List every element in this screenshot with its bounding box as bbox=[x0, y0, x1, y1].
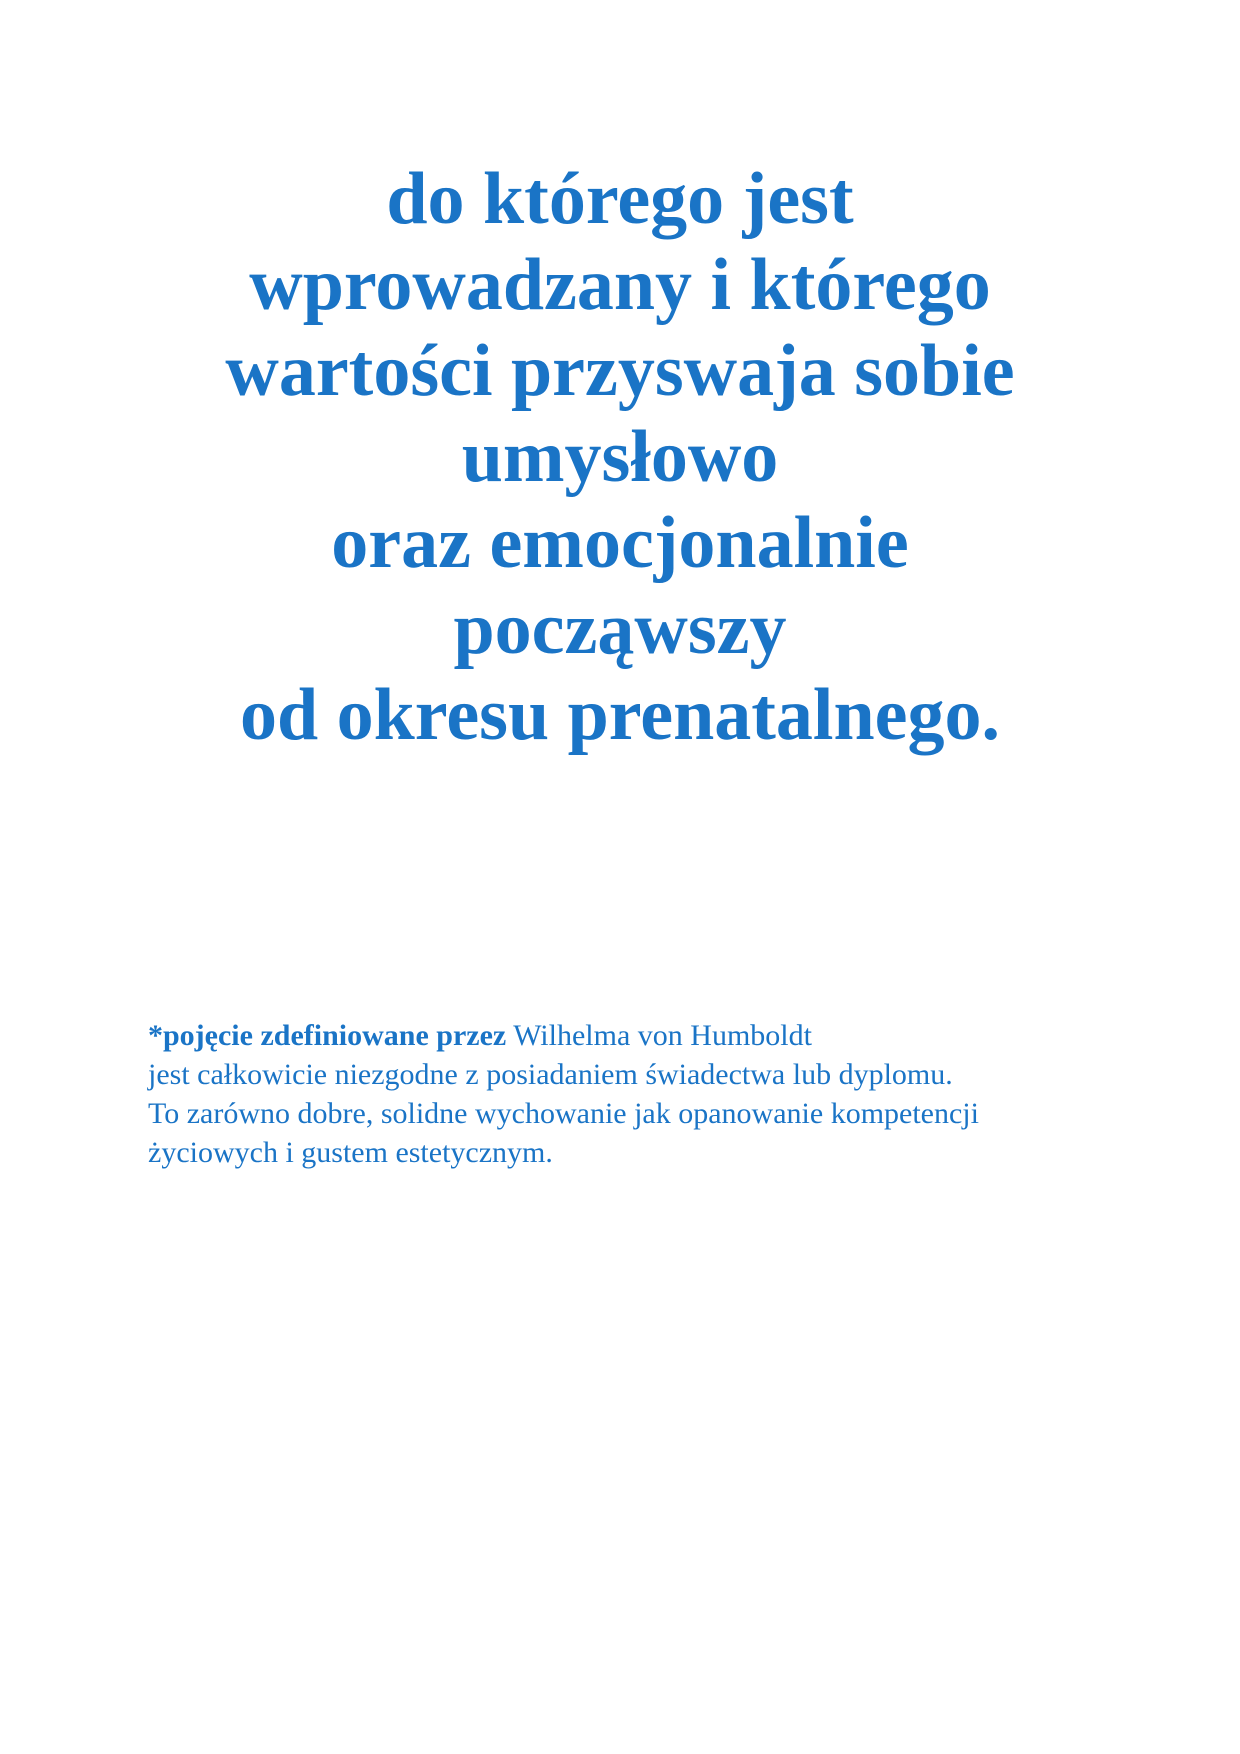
main-heading bbox=[120, 156, 1120, 758]
footnote bbox=[148, 1016, 1108, 1172]
heading-line-6: począwszy bbox=[453, 588, 787, 670]
footnote-term: *pojęcie zdefiniowane przez bbox=[148, 1019, 507, 1052]
footnote-line-4: życiowych i gustem estetycznym. bbox=[148, 1136, 553, 1169]
footnote-author: Wilhelma von Humboldt bbox=[506, 1019, 812, 1052]
heading-line-5: oraz emocjonalnie bbox=[331, 502, 909, 584]
footnote-line-1 bbox=[148, 1016, 1108, 1055]
heading-line-2: wprowadzany i którego bbox=[249, 244, 991, 326]
heading-line-7: od okresu prenatalnego. bbox=[240, 674, 1000, 756]
heading-line-1: do którego jest bbox=[386, 158, 854, 240]
footnote-line-3: To zarówno dobre, solidne wychowanie jak opanowanie kompetencji bbox=[148, 1097, 979, 1130]
heading-line-4: umysłowo bbox=[461, 416, 779, 498]
heading-line-3: wartości przyswaja sobie bbox=[225, 330, 1015, 412]
footnote-line-2: jest całkowicie niezgodne z posiadaniem świadectwa lub dyplomu. bbox=[148, 1058, 953, 1091]
